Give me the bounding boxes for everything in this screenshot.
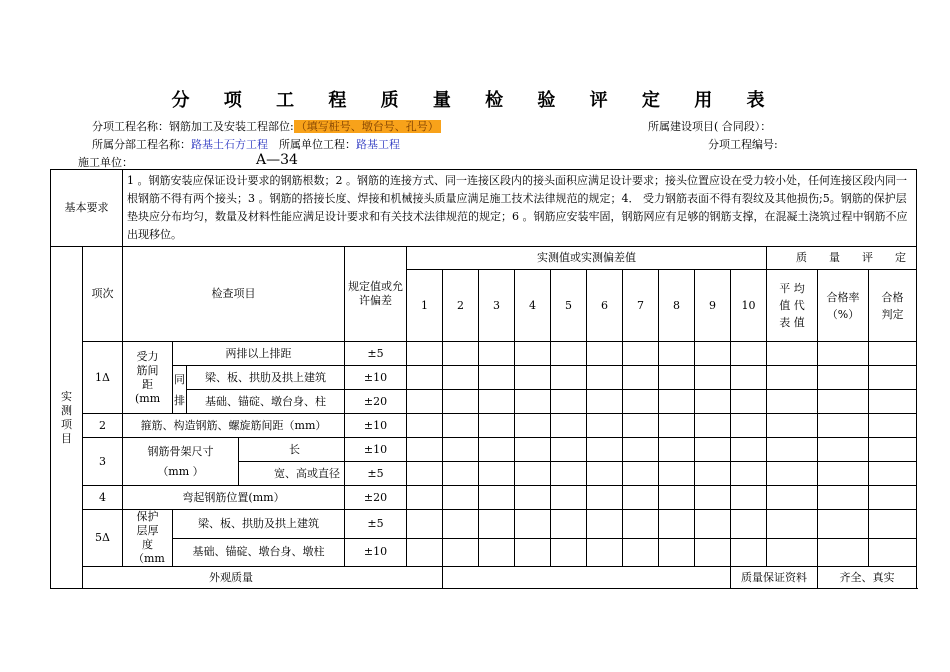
measurement-cell — [695, 486, 731, 510]
row4-no: 4 — [83, 486, 123, 510]
measurement-cell — [515, 438, 551, 462]
measurement-cell — [731, 462, 767, 486]
row3-b-item: 宽、高或直径 — [239, 462, 345, 486]
measurement-cell — [659, 366, 695, 390]
measurement-cell — [515, 538, 551, 567]
measurement-cell — [767, 414, 818, 438]
measurement-cell — [515, 414, 551, 438]
subpart-line — [92, 136, 400, 152]
measurement-cell — [731, 538, 767, 567]
col-num-10: 10 — [731, 270, 767, 342]
measurement-cell — [731, 486, 767, 510]
measurement-cell — [515, 342, 551, 366]
measurement-cell — [551, 510, 587, 539]
row5-b-item: 基础、锚碇、墩台身、墩柱 — [173, 538, 345, 567]
row3-b-spec: ±5 — [345, 462, 407, 486]
measurement-cell — [659, 510, 695, 539]
measurement-cell — [551, 390, 587, 414]
measurement-cell — [407, 366, 443, 390]
assurance-label: 质量保证资料 — [731, 567, 818, 589]
measurement-cell — [479, 366, 515, 390]
measurement-cell — [818, 438, 869, 462]
row1-c-spec: ±20 — [345, 390, 407, 414]
col-num-4: 4 — [515, 270, 551, 342]
measurement-cell — [659, 390, 695, 414]
row5-a-spec: ±5 — [345, 510, 407, 539]
measurement-cell — [479, 342, 515, 366]
row1-a-item: 两排以上排距 — [173, 342, 345, 366]
measurement-cell — [443, 438, 479, 462]
measurement-cell — [551, 438, 587, 462]
row4-item: 弯起钢筋位置(mm） — [123, 486, 345, 510]
item-name-line — [92, 118, 441, 134]
measurement-cell — [443, 414, 479, 438]
measurement-cell — [767, 366, 818, 390]
measurement-cell — [731, 366, 767, 390]
basic-req-label: 基本要求 — [51, 170, 123, 247]
unit-value: 路基工程 — [356, 138, 400, 151]
col-num-2: 2 — [443, 270, 479, 342]
measurement-cell — [479, 414, 515, 438]
measurement-cell — [587, 462, 623, 486]
measurement-cell — [818, 462, 869, 486]
form-code: A—34 — [256, 152, 298, 168]
row1-b-item: 梁、板、拱肋及拱上建筑 — [187, 366, 345, 390]
measurement-cell — [767, 342, 818, 366]
measurement-cell — [731, 438, 767, 462]
measurement-cell — [869, 538, 917, 567]
measurement-cell — [623, 390, 659, 414]
measurement-cell — [767, 438, 818, 462]
col-eval-header: 质 量 评 定 — [767, 247, 917, 270]
measurement-cell — [407, 390, 443, 414]
measured-items-label: 实测项目 — [51, 247, 83, 589]
measurement-cell — [587, 414, 623, 438]
measurement-cell — [818, 414, 869, 438]
measurement-cell — [869, 510, 917, 539]
measurement-cell — [869, 438, 917, 462]
measurement-cell — [767, 390, 818, 414]
measurement-cell — [479, 462, 515, 486]
measurement-cell — [767, 538, 818, 567]
item-name-label: 分项工程名称：钢筋加工及安装工程部位: — [92, 120, 294, 133]
measurement-cell — [623, 414, 659, 438]
col-avg-header: 平 均 值 代 表 值 — [767, 270, 818, 342]
measurement-cell — [551, 366, 587, 390]
measurement-cell — [587, 510, 623, 539]
measurement-cell — [443, 390, 479, 414]
measurement-cell — [479, 438, 515, 462]
appearance-label: 外观质量 — [83, 567, 443, 589]
measurement-cell — [587, 366, 623, 390]
col-num-8: 8 — [659, 270, 695, 342]
appearance-value — [443, 567, 731, 589]
measurement-cell — [869, 486, 917, 510]
col-measured-header: 实测值或实测偏差值 — [407, 247, 767, 270]
basic-req-text: 1 。钢筋安装应保证设计要求的钢筋根数；2 。钢筋的连接方式、同一连接区段内的接头面积应满足设计要求；接头位置应设在受力较小处，任何连接区段内同一根钢筋不得有两个接头；3 。钢筋的搭接长度、焊接和机械接头质量应满足施工技术法律规范的规定；4． 受力钢筋表面不得有裂纹及其他损伤;5。钢筋的保护层垫块应分布均匀，数量及材料性能应满足设计要求和有关技术法律规范的规定；6 。钢筋应安装牢固，钢筋网应有足够的钢筋支撑，在混凝土浇筑过程中钢筋不应出现移位。 — [123, 170, 917, 247]
measurement-cell — [551, 342, 587, 366]
measurement-cell — [443, 342, 479, 366]
measurement-cell — [551, 486, 587, 510]
measurement-cell — [659, 414, 695, 438]
row5-a-item: 梁、板、拱肋及拱上建筑 — [173, 510, 345, 539]
measurement-cell — [623, 438, 659, 462]
location-highlight: （填写桩号、墩台号、孔号） — [295, 120, 439, 133]
measurement-cell — [659, 462, 695, 486]
row3-a-spec: ±10 — [345, 438, 407, 462]
row2-no: 2 — [83, 414, 123, 438]
measurement-cell — [731, 390, 767, 414]
measurement-cell — [695, 510, 731, 539]
measurement-cell — [659, 538, 695, 567]
measurement-cell — [443, 538, 479, 567]
measurement-cell — [869, 414, 917, 438]
col-num-7: 7 — [623, 270, 659, 342]
measurement-cell — [443, 462, 479, 486]
code-label: 分项工程编号: — [708, 138, 778, 151]
measurement-cell — [767, 486, 818, 510]
row5-b-spec: ±10 — [345, 538, 407, 567]
measurement-cell — [479, 538, 515, 567]
measurement-cell — [695, 414, 731, 438]
measurement-cell — [623, 510, 659, 539]
page-title: 分 项 工 程 质 量 检 验 评 定 用 表 — [171, 90, 779, 111]
measurement-cell — [818, 510, 869, 539]
measurement-cell — [443, 486, 479, 510]
row3-a-item: 长 — [239, 438, 345, 462]
row1-c-item: 基础、锚碇、墩台身、柱 — [187, 390, 345, 414]
measurement-cell — [695, 366, 731, 390]
measurement-cell — [407, 510, 443, 539]
assurance-value: 齐全、真实 — [818, 567, 917, 589]
measurement-cell — [695, 390, 731, 414]
measurement-cell — [869, 390, 917, 414]
inspection-table — [50, 169, 917, 589]
measurement-cell — [515, 366, 551, 390]
row2-spec: ±10 — [345, 414, 407, 438]
col-judge-header: 合格判定 — [869, 270, 917, 342]
row5-group: 保护层厚度（mm — [123, 510, 173, 567]
col-num-5: 5 — [551, 270, 587, 342]
row5-no: 5Δ — [83, 510, 123, 567]
measurement-cell — [695, 342, 731, 366]
measurement-cell — [659, 342, 695, 366]
col-num-3: 3 — [479, 270, 515, 342]
measurement-cell — [695, 462, 731, 486]
col-num-9: 9 — [695, 270, 731, 342]
measurement-cell — [479, 486, 515, 510]
measurement-cell — [551, 538, 587, 567]
measurement-cell — [443, 366, 479, 390]
project-label: 所属建设项目( 合同段）： — [648, 120, 772, 133]
measurement-cell — [767, 510, 818, 539]
measurement-cell — [551, 462, 587, 486]
row2-item: 箍筋、构造钢筋、螺旋筋间距（mm） — [123, 414, 345, 438]
measurement-cell — [587, 486, 623, 510]
measurement-cell — [515, 486, 551, 510]
measurement-cell — [515, 390, 551, 414]
measurement-cell — [515, 510, 551, 539]
row3-no: 3 — [83, 438, 123, 486]
measurement-cell — [869, 462, 917, 486]
contractor-label: 施工单位： — [78, 156, 133, 169]
measurement-cell — [623, 342, 659, 366]
measurement-cell — [623, 462, 659, 486]
row3-group: 钢筋骨架尺寸（mm ） — [123, 438, 239, 486]
measurement-cell — [767, 462, 818, 486]
measurement-cell — [407, 438, 443, 462]
measurement-cell — [407, 538, 443, 567]
col-num-1: 1 — [407, 270, 443, 342]
subpart-value: 路基土石方工程 — [191, 138, 268, 151]
measurement-cell — [869, 366, 917, 390]
measurement-cell — [587, 538, 623, 567]
col-item-header: 项次 — [83, 247, 123, 342]
measurement-cell — [623, 366, 659, 390]
measurement-cell — [623, 538, 659, 567]
row1-sub-label: 同排 — [173, 366, 187, 414]
measurement-cell — [443, 510, 479, 539]
row4-spec: ±20 — [345, 486, 407, 510]
measurement-cell — [407, 414, 443, 438]
col-spec-header: 规定值或允许偏差 — [345, 247, 407, 342]
col-rate-header: 合格率（%） — [818, 270, 869, 342]
measurement-cell — [659, 438, 695, 462]
row1-group: 受力筋间距(mm — [123, 342, 173, 414]
measurement-cell — [695, 538, 731, 567]
col-check-header: 检查项目 — [123, 247, 345, 342]
measurement-cell — [479, 510, 515, 539]
unit-label: 所属单位工程： — [279, 138, 356, 151]
measurement-cell — [407, 342, 443, 366]
measurement-cell — [407, 486, 443, 510]
measurement-cell — [407, 462, 443, 486]
measurement-cell — [587, 390, 623, 414]
measurement-cell — [818, 342, 869, 366]
measurement-cell — [551, 414, 587, 438]
measurement-cell — [731, 342, 767, 366]
measurement-cell — [818, 390, 869, 414]
row1-no: 1Δ — [83, 342, 123, 414]
measurement-cell — [695, 438, 731, 462]
measurement-cell — [818, 538, 869, 567]
measurement-cell — [731, 510, 767, 539]
measurement-cell — [818, 366, 869, 390]
measurement-cell — [623, 486, 659, 510]
measurement-cell — [587, 342, 623, 366]
row1-a-spec: ±5 — [345, 342, 407, 366]
measurement-cell — [479, 390, 515, 414]
measurement-cell — [869, 342, 917, 366]
measurement-cell — [659, 486, 695, 510]
subpart-label: 所属分部工程名称： — [92, 138, 191, 151]
measurement-cell — [587, 438, 623, 462]
col-num-6: 6 — [587, 270, 623, 342]
measurement-cell — [515, 462, 551, 486]
measurement-cell — [731, 414, 767, 438]
row1-b-spec: ±10 — [345, 366, 407, 390]
measurement-cell — [818, 486, 869, 510]
